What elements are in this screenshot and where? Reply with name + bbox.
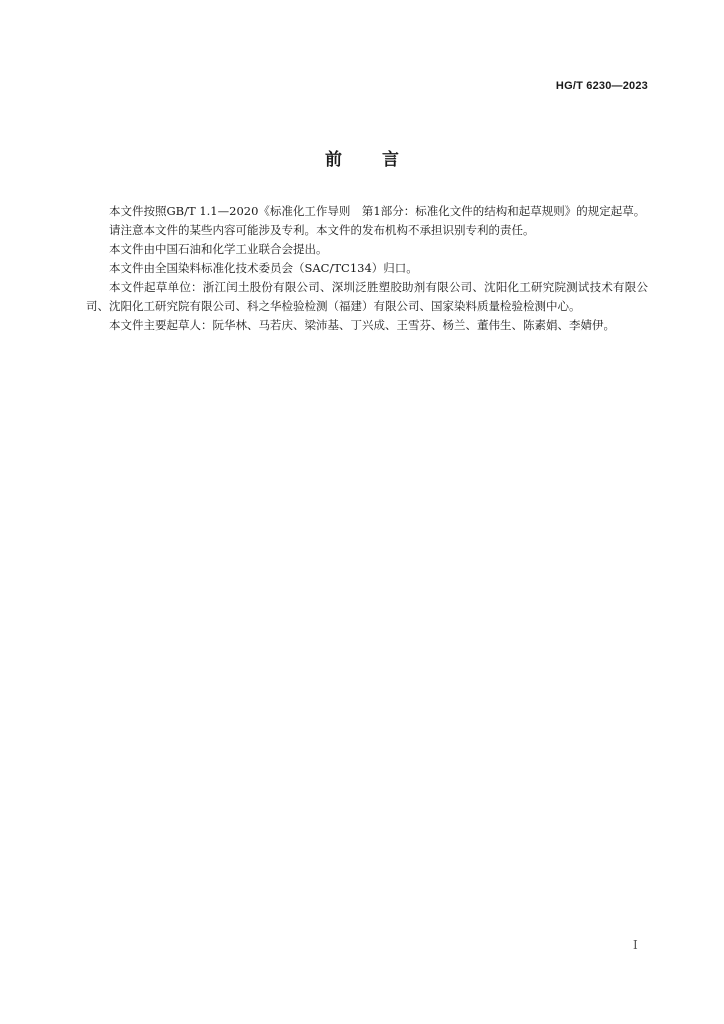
foreword-paragraph: 本文件起草单位：浙江闰土股份有限公司、深圳泛胜塑胶助剂有限公司、沈阳化工研究院测试技术有限公司、沈阳化工研究院有限公司、科之华检验检测（福建）有限公司、国家染料质量检验检测中心。 xyxy=(86,280,648,313)
foreword-paragraph: 请注意本文件的某些内容可能涉及专利。本文件的发布机构不承担识别专利的责任。 xyxy=(109,223,535,237)
foreword-body xyxy=(86,202,648,335)
standard-code: HG/T 6230—2023 xyxy=(555,80,648,92)
page-number: I xyxy=(633,938,638,952)
foreword-paragraph: 本文件主要起草人：阮华林、马若庆、梁沛基、丁兴成、王雪芬、杨兰、董伟生、陈素娟、李婧伊。 xyxy=(109,318,615,332)
foreword-paragraph: 本文件按照GB/T 1.1—2020《标准化工作导则 第1部分：标准化文件的结构和起草规则》的规定起草。 xyxy=(109,204,646,218)
foreword-paragraph: 本文件由全国染料标准化技术委员会（SAC/TC134）归口。 xyxy=(109,261,418,275)
page-title: 前言 xyxy=(325,150,439,170)
foreword-paragraph: 本文件由中国石油和化学工业联合会提出。 xyxy=(109,242,328,256)
